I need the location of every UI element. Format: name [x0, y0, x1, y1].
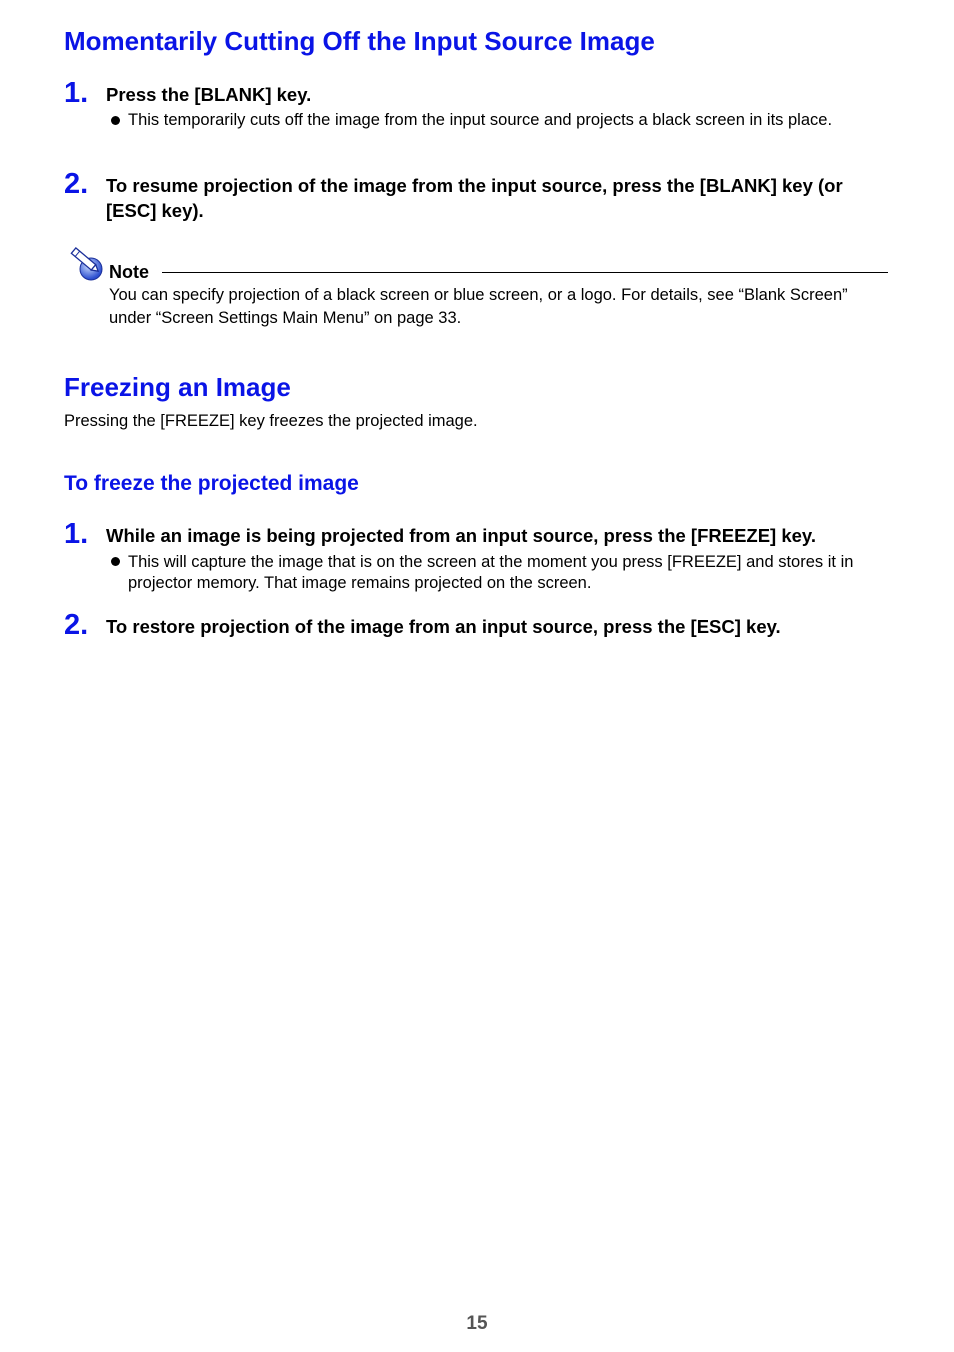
subsection-title: To freeze the projected image: [64, 472, 359, 495]
bullet-icon: [111, 116, 120, 125]
note-divider: [162, 272, 888, 273]
step-text: To restore projection of the image from an input source, press the [ESC] key.: [106, 616, 781, 637]
step-number: 1.: [64, 77, 89, 109]
section-title-freeze: Freezing an Image: [64, 372, 291, 402]
note-text: You can specify projection of a black screen or blue screen, or a logo. For details, see “Blank Screen” under “Screen Settings Main Menu” on page 33.: [109, 286, 848, 327]
step-text: While an image is being projected from an input source, press the [FREEZE] key.: [106, 525, 816, 546]
page-number: 15: [466, 1313, 488, 1334]
step-bullet-text: This will capture the image that is on the screen at the moment you press [FREEZE] and stores it in projector memory. That image remains projected on the screen.: [128, 553, 854, 592]
step-text: Press the [BLANK] key.: [106, 84, 312, 105]
section-intro: Pressing the [FREEZE] key freezes the projected image.: [64, 412, 478, 430]
step-number: 2.: [64, 168, 89, 200]
step-text: To resume projection of the image from the input source, press the [BLANK] key (or [ESC] key).: [106, 175, 843, 221]
step-number: 2.: [64, 609, 89, 641]
step-number: 1.: [64, 518, 89, 550]
section-title-blank: Momentarily Cutting Off the Input Source Image: [64, 26, 655, 56]
note-label: Note: [109, 262, 149, 282]
bullet-icon: [111, 557, 120, 566]
note-pencil-icon: [66, 244, 106, 282]
step-bullet-text: This temporarily cuts off the image from the input source and projects a black screen in its place.: [128, 111, 833, 129]
